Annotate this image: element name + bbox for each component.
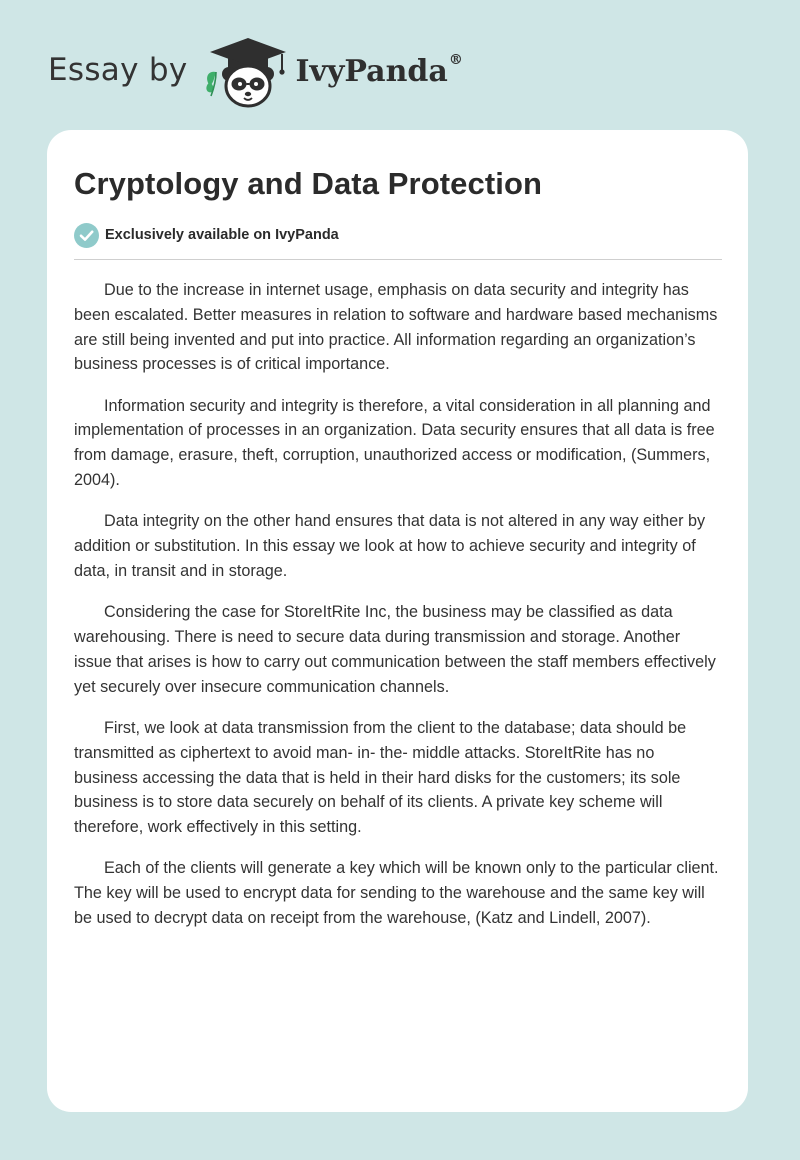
brand-header bbox=[48, 34, 463, 110]
exclusive-badge-text: Exclusively available on IvyPanda bbox=[105, 227, 339, 243]
brand-name-text: IvyPanda bbox=[295, 53, 448, 89]
essay-paragraph: Each of the clients will generate a key which will be known only to the particular client. The key will be used to encrypt data for sending to the warehouse and the same key will be used to decrypt data on receipt from the warehouse, (Katz and Lindell, 2007). bbox=[74, 859, 719, 928]
panda-graduation-cap-icon[interactable] bbox=[202, 34, 294, 110]
essay-paragraph: First, we look at data transmission from the client to the database; data should be transmitted as ciphertext to avoid man- in- the- middle attacks. StoreItRite has no business accessing the data that is held in their hard disks for the customers; its sole business is to store data securely on behalf of its clients. A private key scheme will therefore, work effectively in this setting. bbox=[74, 718, 687, 837]
exclusive-badge bbox=[74, 222, 722, 248]
brand-prefix: Essay by bbox=[48, 52, 188, 88]
essay-card bbox=[47, 130, 748, 1112]
essay-paragraph: Information security and integrity is therefore, a vital consideration in all planning and implementation of processes in an organization. Data security ensures that all data is free from damage, erasure, theft, corruption, unauthorized access or modification, (Summers, 2004). bbox=[74, 396, 715, 490]
check-circle-icon bbox=[74, 223, 99, 248]
essay-title: Cryptology and Data Protection bbox=[74, 166, 543, 201]
registered-mark: ® bbox=[448, 51, 463, 68]
essay-body bbox=[74, 278, 722, 931]
brand-name[interactable] bbox=[295, 51, 463, 89]
essay-paragraph: Considering the case for StoreItRite Inc, the business may be classified as data warehousing. There is need to secure data during transmission and storage. Another issue that arises is how to carry out communication between the staff members effectively yet securely over insecure communication channels. bbox=[74, 603, 716, 696]
title-divider bbox=[74, 259, 722, 260]
essay-paragraph: Due to the increase in internet usage, emphasis on data security and integrity has been escalated. Better measures in relation to software and hardware based mechanisms are still being invented and put into practice. All information regarding an organization’s business processes is of critical importance. bbox=[74, 281, 718, 374]
essay-paragraph: Data integrity on the other hand ensures that data is not altered in any way either by addition or substitution. In this essay we look at how to achieve security and integrity of data, in transit and in storage. bbox=[74, 512, 706, 580]
